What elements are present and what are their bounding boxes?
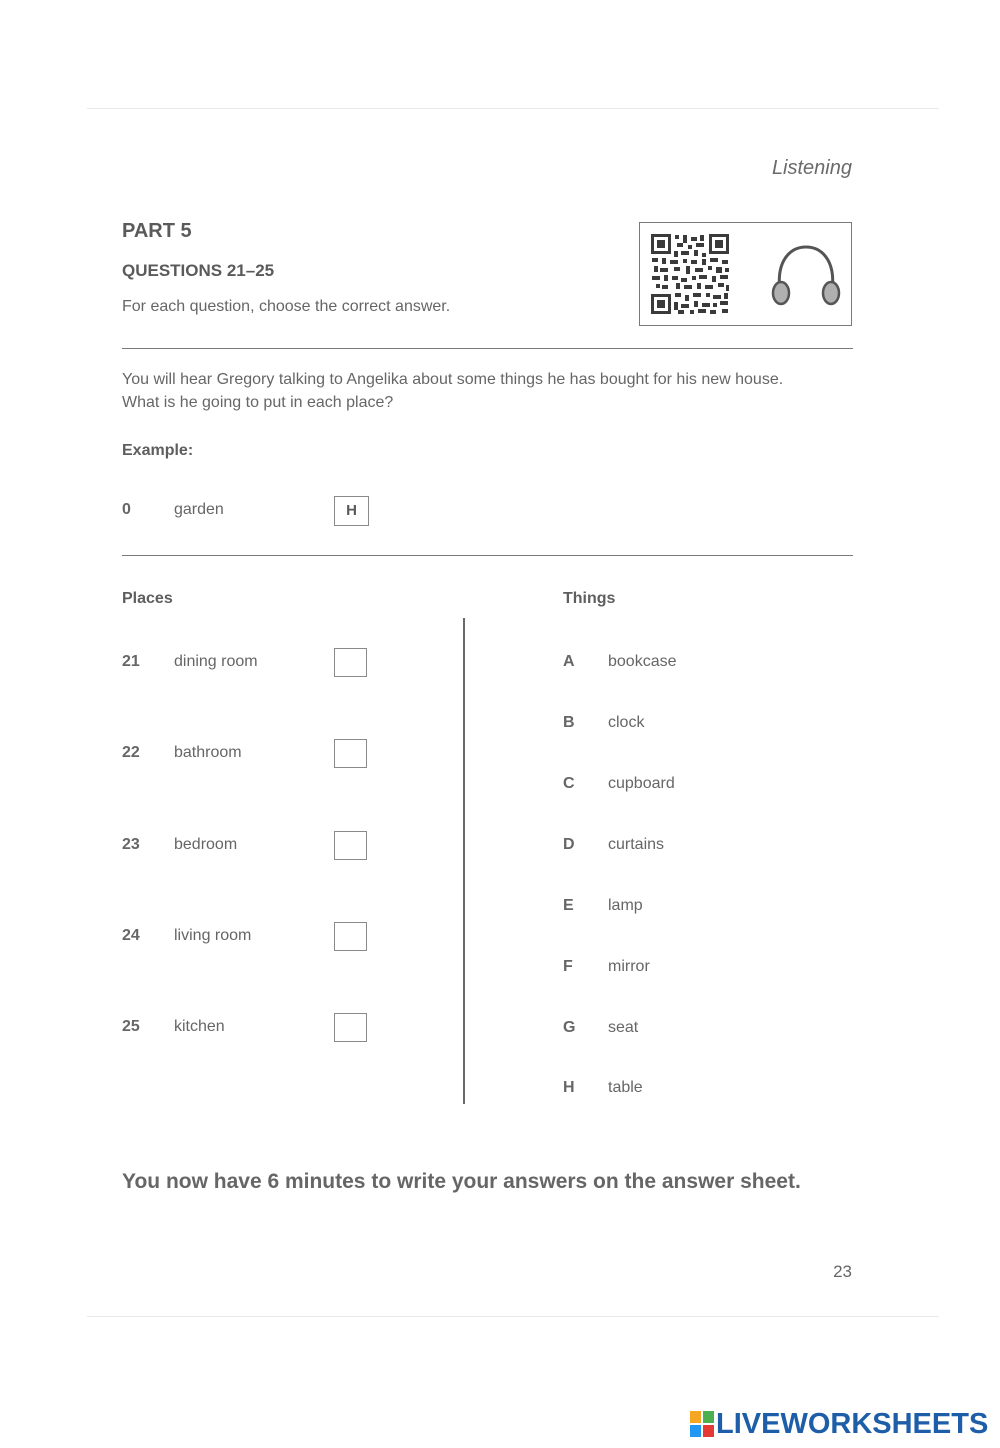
- place-name: dining room: [174, 653, 258, 670]
- thing-letter: E: [563, 897, 574, 914]
- thing-name: cupboard: [608, 775, 675, 792]
- brand-logo-icon: [690, 1411, 714, 1437]
- thing-letter: G: [563, 1019, 576, 1036]
- places-heading: Places: [122, 590, 173, 607]
- thing-letter: H: [563, 1079, 575, 1096]
- thing-name: bookcase: [608, 653, 677, 670]
- column-divider: [463, 618, 465, 1104]
- place-name: kitchen: [174, 1018, 225, 1035]
- example-label: Example:: [122, 442, 194, 459]
- part-instruction: For each question, choose the correct answer.: [122, 298, 451, 315]
- example-answer-box: H: [334, 496, 369, 526]
- brand-logo[interactable]: [690, 1407, 988, 1441]
- thing-name: clock: [608, 714, 645, 731]
- place-number: 23: [122, 836, 140, 853]
- part-title: PART 5: [122, 220, 192, 242]
- place-number: 25: [122, 1018, 140, 1035]
- brand-name: LIVEWORKSHEETS: [716, 1407, 989, 1440]
- answer-box-25[interactable]: [334, 1013, 367, 1042]
- qr-code-icon[interactable]: [650, 233, 730, 315]
- answer-box-24[interactable]: [334, 922, 367, 951]
- headphones-icon[interactable]: [768, 243, 844, 309]
- place-name: bedroom: [174, 836, 238, 853]
- questions-range: QUESTIONS 21–25: [122, 261, 275, 280]
- place-number: 24: [122, 927, 140, 944]
- place-name: living room: [174, 927, 252, 944]
- answer-box-21[interactable]: [334, 648, 367, 677]
- thing-letter: F: [563, 958, 573, 975]
- audio-media-box[interactable]: [639, 222, 852, 326]
- answer-box-23[interactable]: [334, 831, 367, 860]
- thing-name: table: [608, 1079, 643, 1096]
- thing-letter: B: [563, 714, 575, 731]
- place-name: bathroom: [174, 744, 242, 761]
- section-divider-top: [122, 348, 853, 349]
- intro-line-2: What is he going to put in each place?: [122, 394, 394, 411]
- top-divider: [87, 108, 939, 109]
- footer-instruction: You now have 6 minutes to write your answers on the answer sheet.: [122, 1170, 801, 1193]
- place-number: 21: [122, 653, 140, 670]
- thing-name: mirror: [608, 958, 650, 975]
- thing-letter: A: [563, 653, 575, 670]
- example-number: 0: [122, 501, 131, 518]
- thing-name: lamp: [608, 897, 643, 914]
- thing-name: seat: [608, 1019, 639, 1036]
- thing-letter: D: [563, 836, 575, 853]
- answer-box-22[interactable]: [334, 739, 367, 768]
- section-divider-example: [122, 555, 853, 556]
- place-number: 22: [122, 744, 140, 761]
- thing-letter: C: [563, 775, 575, 792]
- page-number: 23: [833, 1262, 852, 1281]
- thing-name: curtains: [608, 836, 665, 853]
- intro-line-1: You will hear Gregory talking to Angelika about some things he has bought for his new house.: [122, 371, 784, 388]
- section-label: Listening: [771, 157, 852, 179]
- example-place: garden: [174, 501, 224, 518]
- bottom-divider: [87, 1316, 939, 1317]
- things-heading: Things: [563, 590, 616, 607]
